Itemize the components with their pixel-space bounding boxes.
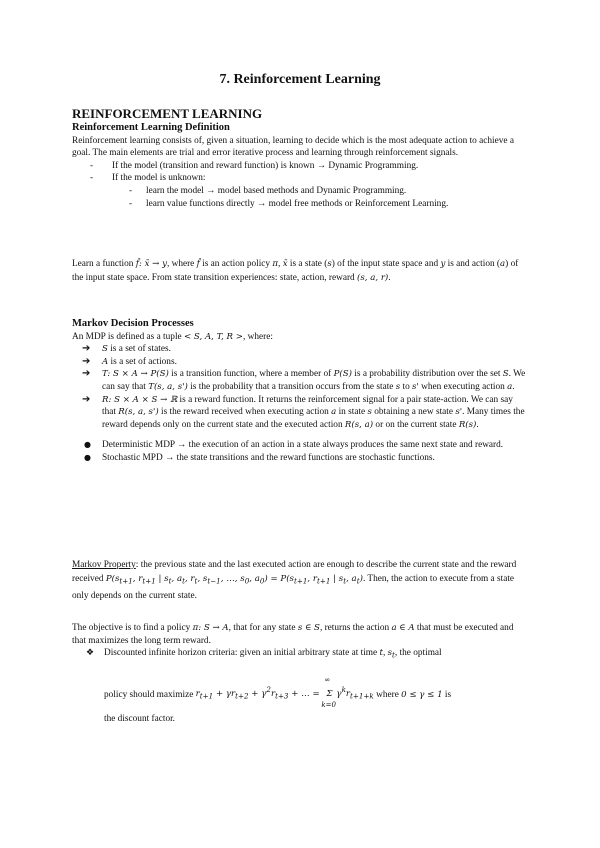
- arrow-icon: ➔: [82, 393, 91, 405]
- math-expression: < S, A, T, R >: [183, 331, 243, 342]
- math-expression: f̂: x̄ → y: [135, 259, 167, 269]
- list-item: - If the model is unknown:: [72, 172, 528, 185]
- math-expression: y: [440, 259, 446, 269]
- diamond-bullet-icon: ❖: [86, 648, 95, 659]
- bullet-icon: ●: [84, 452, 91, 462]
- definition-section: [72, 122, 528, 210]
- definition-subheading: Reinforcement Learning Definition: [72, 122, 230, 133]
- bullet-icon: ●: [84, 440, 91, 450]
- math-expression: a ∈ A: [391, 623, 415, 633]
- list-item: ➔ S is a set of states.: [82, 343, 171, 355]
- definition-paragraph: Reinforcement learning consists of, given a situation, learning to decide which is the most adequate action to achieve a goal. The main elements are trial and error iterative process and learning through reinforcement signals.: [72, 135, 514, 159]
- list-item: - If the model (transition and reward function) is known → Dynamic Programming.: [72, 160, 528, 173]
- page-title: 7. Reinforcement Learning: [219, 72, 381, 87]
- math-expression: f̂: [196, 259, 200, 269]
- list-subitem: - learn value functions directly → model free methods or Reinforcement Learning.: [72, 198, 528, 211]
- math-expression: π: [272, 259, 279, 269]
- discount-factor-text: the discount factor.: [104, 713, 175, 724]
- list-item: ● Stochastic MPD → the state transitions and the reward functions are stochastic functions.: [84, 452, 435, 463]
- objective-section: The objective is to find a policy π: S → A, that for any state s ∈ S, returns the action a ∈ A that must be executed and that maximizes the long term reward. ❖ Discounted infinite horizon criteria: given an initial arbitrary state at time t, $s_t$, the optimal policy should maximize $r_{t+1} + \gamma r_{t+2} + \gamma^2r_{t+3}$ + … = ∞ Σ k=0 $\gamma^kr_{t+1+k}$ where 0 ≤ γ ≤ 1 is the discount factor.: [72, 622, 528, 725]
- section-heading: REINFORCEMENT LEARNING: [72, 106, 263, 121]
- math-expression: s: [327, 259, 332, 269]
- list-item: ➔ T: S × A → P(S) is a transition function, where a member of P(S) is a probability distribution over the set S. We can say that T(s, a, s') is the probability that a transition occurs from the state s to s' when executing action a.: [82, 368, 526, 392]
- list-item: ➔ A is a set of actions.: [82, 355, 177, 367]
- mdp-intro: An MDP is defined as a tuple < S, A, T, R >, where:: [72, 331, 273, 342]
- math-expression: s ∈ S: [297, 623, 320, 633]
- mdp-subheading: Markov Decision Processes: [72, 318, 194, 329]
- math-expression: (s, a, r): [357, 272, 389, 283]
- math-expression: a: [500, 259, 506, 269]
- math-expression: π: S → A: [192, 623, 229, 633]
- arrow-icon: ➔: [82, 368, 91, 380]
- markov-equation: $P(s_{t+1}$, $r_{t+1}$ | $s_t$, $a_t$, $r_t$, $s_{t-1}$, …, $s_0$, $a_0) = P(s_{t+1}$, $r_{t+1}$ | $s_t$, $a_t$): [105, 574, 363, 586]
- markov-property-paragraph: Markov Property: the previous state and the last executed action are enough to describe the current state and the reward received $P(s_{t+1}$, $r_{t+1}$ | $s_t$, $a_t$, $r_t$, $s_{t-1}$, …, $s_0$, $a_0) = P(s_{t+1}$, $r_{t+1}$ | $s_t$, $a_t$). Then, the action to execute from a state only depends on the current state.: [72, 560, 517, 601]
- list-item: ❖ Discounted infinite horizon criteria: given an initial arbitrary state at time t, $s_t$, the optimal: [86, 648, 442, 660]
- mdp-section: [72, 318, 528, 465]
- markov-property-label: Markov Property: [72, 560, 136, 570]
- list-item: ➔ R: S × A × S → ℝ is a reward function. It returns the reinforcement signal for a pair state-action. We can say that R(s, a, s') is the reward received when executing action a in state s obtaining a new state s'. Many times the reward depends only on the current state and the executed action R(s, a) or on the current state R(s).: [82, 393, 525, 430]
- arrow-icon: ➔: [82, 343, 91, 355]
- discounted-sum-line: policy should maximize $r_{t+1} + \gamma r_{t+2} + \gamma^2r_{t+3}$ + … = ∞ Σ k=0 $\gamma^kr_{t+1+k}$ where 0 ≤ γ ≤ 1 is: [104, 676, 452, 710]
- list-item: ● Deterministic MDP → the execution of an action in a state always produces the same next state and reward.: [84, 440, 504, 451]
- math-expression: x̄: [282, 259, 288, 269]
- arrow-icon: ➔: [82, 355, 91, 367]
- learn-function-paragraph: Learn a function f̂: x̄ → y, where f̂ is an action policy π, x̄ is a state (s) of the input state space and y is and action (a) of the input state space. From state transition experiences: state, action, reward (s, a, r).: [72, 259, 519, 283]
- list-subitem: - learn the model → model based methods and Dynamic Programming.: [72, 185, 528, 198]
- discounted-sum-equation: $r_{t+1} + \gamma r_{t+2} + \gamma^2r_{t+3}$ + … =: [195, 685, 323, 702]
- sum-symbol: ∞ Σ k=0: [321, 676, 336, 710]
